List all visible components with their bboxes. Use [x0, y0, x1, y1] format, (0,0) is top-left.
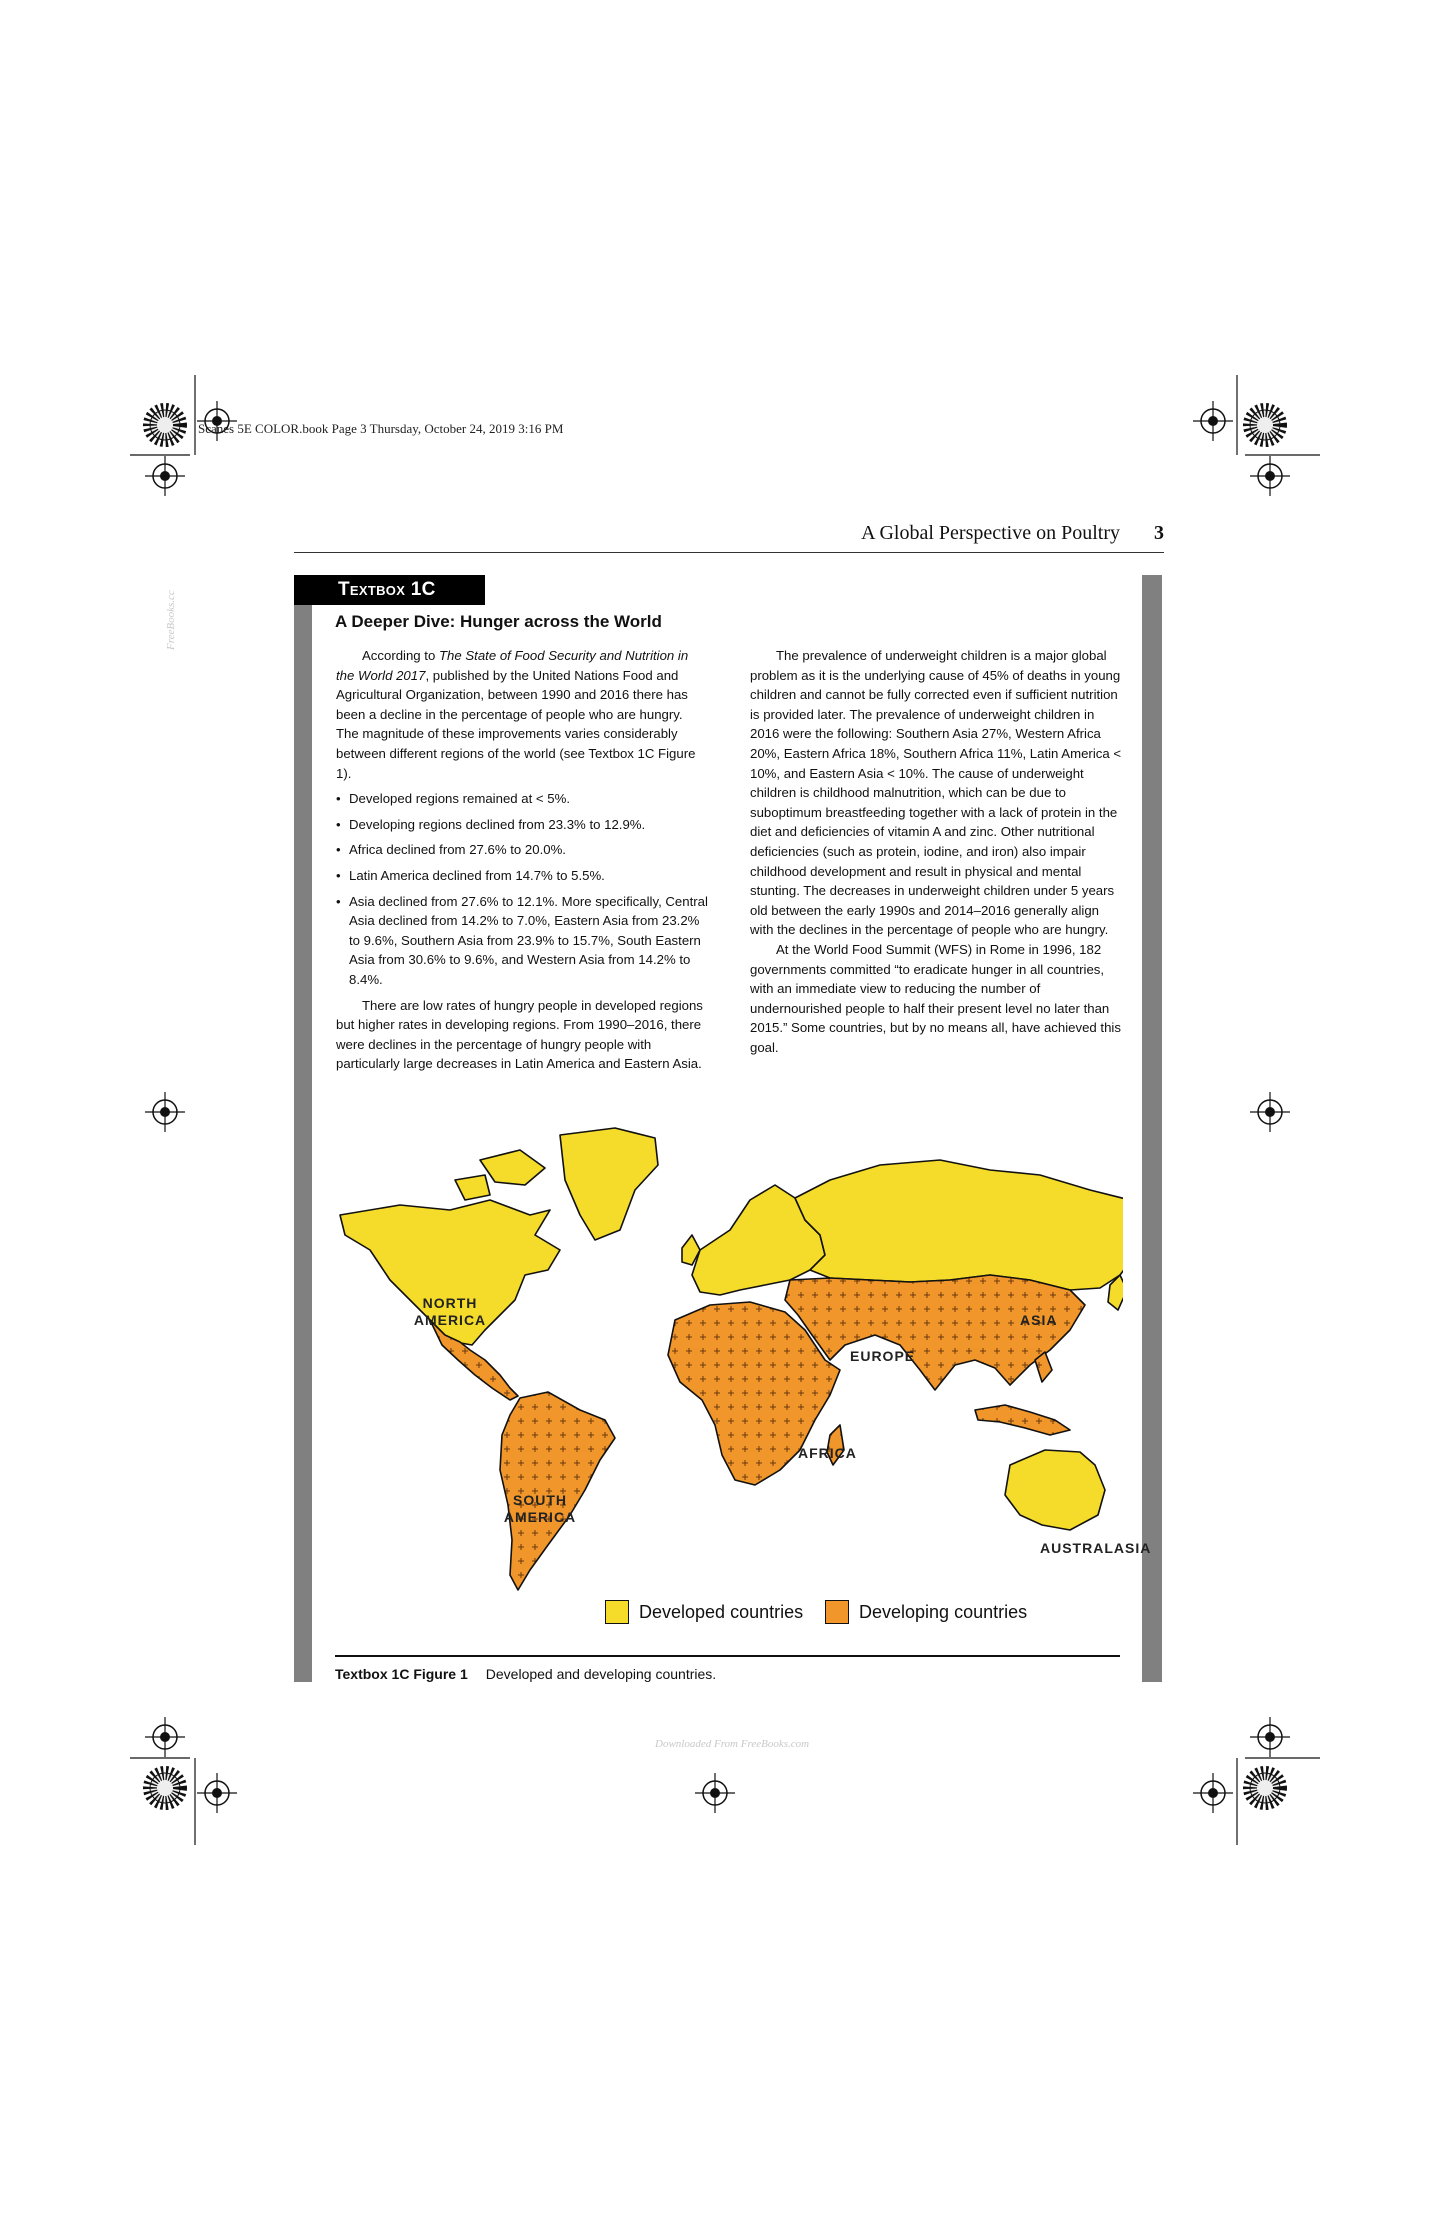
list-item: • Latin America declined from 14.7% to 5.5%.: [336, 866, 708, 886]
registration-target-icon: [1250, 1717, 1290, 1757]
label-australasia: AUSTRALASIA: [1040, 1540, 1152, 1556]
textbox-title: A Deeper Dive: Hunger across the World: [335, 612, 662, 631]
caption-text: Developed and developing countries.: [485, 1666, 717, 1682]
registration-target-icon: [1250, 1092, 1290, 1132]
side-watermark: FreeBooks.cc: [165, 590, 177, 650]
legend-developed: [605, 1600, 803, 1624]
running-head-title: A Global Perspective on Poultry: [861, 522, 1120, 544]
legend-developing: [825, 1600, 1027, 1624]
caption-rule: [335, 1655, 1120, 1657]
report-title: The State of Food Security and Nutrition in the World 2017: [336, 648, 689, 683]
legend-label-developed: Developed countries: [639, 1601, 804, 1622]
label-south-america: SOUTH AMERICA: [503, 1492, 577, 1525]
textbox-right-bar: [1142, 575, 1162, 1682]
registration-target-icon: [1193, 1773, 1233, 1813]
registration-target-icon: [197, 1773, 237, 1813]
column-left: [336, 646, 708, 1074]
label-north-america: NORTH AMERICA: [413, 1295, 487, 1328]
legend-label-developing: Developing countries: [859, 1601, 1028, 1622]
column-right: [750, 646, 1122, 1057]
greenland-shape: [560, 1128, 658, 1240]
page-number: 3: [1154, 522, 1164, 544]
legend-swatch-developed: [605, 1600, 629, 1624]
running-head: [294, 522, 1164, 553]
indonesia-shape: [975, 1405, 1070, 1435]
textbox-label: Textbox 1C: [294, 575, 485, 605]
figure-caption: [335, 1666, 716, 1682]
registration-target-icon: [145, 1717, 185, 1757]
registration-target-icon: [1250, 456, 1290, 496]
print-slug: Scanes 5E COLOR.book Page 3 Thursday, October 24, 2019 3:16 PM: [198, 421, 564, 436]
body-paragraph: The prevalence of underweight children is a major global problem as it is the underlying cause of 45% of deaths in young children and cannot be fully corrected even if sufficient nutrition is provided later. The prevalence of underweight children in 2016 were the following: Southern Asia 27%, Western Africa 20%, Eastern Africa 18%, Southern Africa 11%, Latin America < 10%, and Eastern Asia < 10%. The cause of underweight children is childhood malnutrition, which can be due to suboptimum breastfeeding together with a lack of protein in the diet and deficiencies of vitamin A and zinc. Other nutritional deficiencies (such as protein, iodine, and iron) also impair childhood development and result in physical and mental stunting. The decreases in underweight children under 5 years old between the early 1990s and 2014–2016 generally align with the declines in the percentage of people who are hungry.: [750, 648, 1122, 938]
list-item: • Developed regions remained at < 5%.: [336, 789, 708, 809]
label-asia: ASIA: [1020, 1312, 1058, 1328]
body-paragraph: There are low rates of hungry people in developed regions but higher rates in developing regions. From 1990–2016, there were declines in the percentage of hungry people with particularly large decreases in Latin America and Eastern Asia.: [336, 997, 703, 1072]
world-map: [335, 1120, 1123, 1640]
registration-star-icon: [1250, 410, 1280, 440]
label-africa: AFRICA: [798, 1445, 857, 1461]
bottom-watermark: Downloaded From FreeBooks.com: [655, 1738, 810, 1750]
body-paragraph: At the World Food Summit (WFS) in Rome in 1996, 182 governments committed “to eradicate hunger in all countries, with an immediate view to reducing the number of undernourished people to half their present level no later than 2015.” Some countries, but by no means all, have achieved this goal.: [750, 941, 1121, 1055]
registration-star-icon: [150, 1773, 180, 1803]
registration-target-icon: [145, 456, 185, 496]
registration-target-icon: [145, 1092, 185, 1132]
list-item: • Asia declined from 27.6% to 12.1%. More specifically, Central Asia declined from 14.2% to 7.0%, Eastern Asia from 23.2% to 9.6%, Southern Asia from 23.9% to 15.7%, South Eastern Asia from 30.6% to 9.6%, and Western Asia from 14.2% to 8.4%.: [336, 892, 708, 990]
south-america-shape: [500, 1392, 615, 1590]
list-item: • Africa declined from 27.6% to 20.0%.: [336, 840, 708, 860]
list-item: • Developing regions declined from 23.3% to 12.9%.: [336, 815, 708, 835]
registration-target-icon: [1193, 401, 1233, 441]
intro-paragraph: According to The State of Food Security and Nutrition in the World 2017, published by the United Nations Food and Agricultural Organization, between 1990 and 2016 there has been a decline in the percentage of people who are hungry. The magnitude of these improvements varies considerably between different regions of the world (see Textbox 1C Figure 1).: [336, 648, 696, 781]
registration-star-icon: [1250, 1773, 1280, 1803]
caption-label: Textbox 1C Figure 1: [335, 1666, 468, 1682]
arctic-islands-shape: [480, 1150, 545, 1185]
registration-star-icon: [150, 410, 180, 440]
textbox-left-bar: [294, 575, 312, 1682]
world-map-figure: [335, 1120, 1152, 1640]
northern-asia-shape: [795, 1160, 1123, 1290]
legend-swatch-developing: [825, 1600, 849, 1624]
australia-shape: [1005, 1450, 1105, 1530]
label-europe: EUROPE: [850, 1348, 916, 1364]
registration-target-icon: [695, 1773, 735, 1813]
statistics-list: [336, 789, 708, 989]
